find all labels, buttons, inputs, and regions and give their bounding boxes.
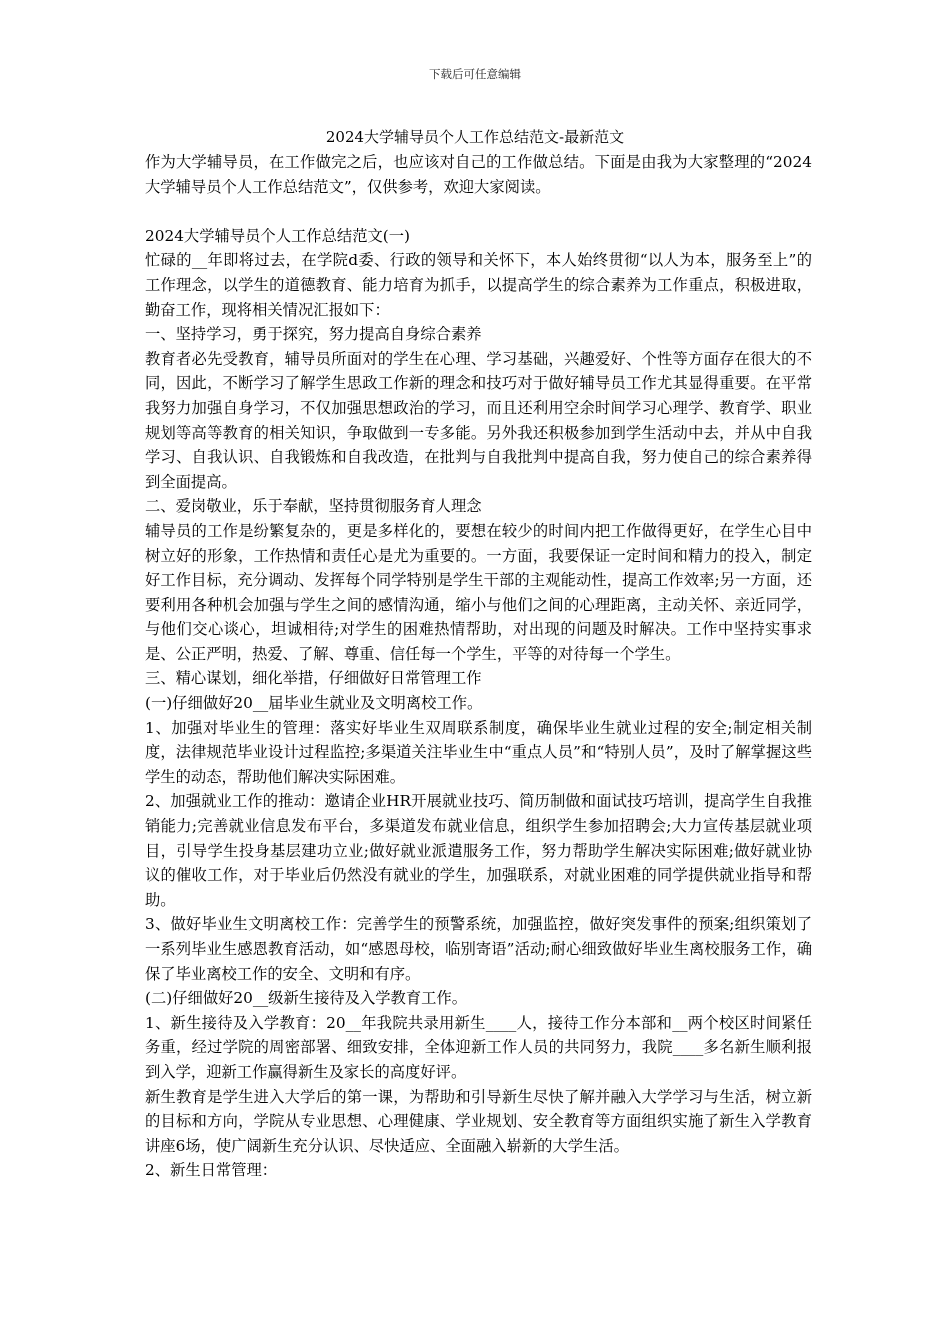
body-paragraph: 1、加强对毕业生的管理：落实好毕业生双周联系制度，确保毕业生就业过程的安全;制定相关制度，法律规范毕业设计过程监控;多渠道关注毕业生中“重点人员”和“特别人员”，及时了解掌握这些学生的动态，帮助他们解决实际困难。 (145, 718, 812, 786)
section-heading: 2024大学辅导员个人工作总结范文(一) (145, 226, 411, 245)
blank-line (145, 199, 812, 224)
subsection-heading: 一、坚持学习，勇于探究，努力提高自身综合素养 (145, 325, 482, 344)
document-body (145, 150, 812, 1183)
sub-item-heading: (一)仔细做好20__届毕业生就业及文明离校工作。 (145, 694, 483, 713)
body-paragraph: 教育者必先受教育，辅导员所面对的学生在心理、学习基础，兴趣爱好、个性等方面存在很大的不同，因此，不断学习了解学生思政工作新的理念和技巧对于做好辅导员工作尤其显得重要。在平常我努力加强自身学习，不仅加强思想政治的学习，而且还利用空余时间学习心理学、教育学、职业规划等高等教育的相关知识，争取做到一专多能。另外我还积极参加到学生活动中去，并从中自我学习、自我认识、自我锻炼和自我改造，在批判与自我批判中提高自我，努力使自己的综合素养得到全面提高。 (145, 349, 812, 491)
body-paragraph: 1、新生接待及入学教育：20__年我院共录用新生____人，接待工作分本部和__两个校区时间紧任务重，经过学院的周密部署、细致安排，全体迎新工作人员的共同努力，我院____多名新生顺利报到入学，迎新工作赢得新生及家长的高度好评。 (145, 1013, 812, 1081)
body-paragraph: 忙碌的__年即将过去，在学院d委、行政的领导和关怀下，本人始终贯彻“以人为本，服务至上”的工作理念，以学生的道德教育、能力培育为抓手，以提高学生的综合素养为工作重点，积极进取，勤奋工作，现将相关情况汇报如下： (145, 251, 812, 319)
header-note: 下载后可任意编辑 (429, 67, 521, 81)
subsection-heading: 三、精心谋划，细化举措，仔细做好日常管理工作 (145, 669, 482, 688)
body-paragraph: 2、新生日常管理： (145, 1161, 278, 1180)
body-paragraph: 2、加强就业工作的推动：邀请企业HR开展就业技巧、简历制做和面试技巧培训，提高学生自我推销能力;完善就业信息发布平台，多渠道发布就业信息，组织学生参加招聘会;大力宣传基层就业项目，引导学生投身基层建功立业;做好就业派遣服务工作，努力帮助学生解决实际困难;做好就业协议的催收工作，对于毕业后仍然没有就业的学生，加强联系，对就业困难的同学提供就业指导和帮助。 (145, 792, 812, 909)
subsection-heading: 二、爱岗敬业，乐于奉献，坚持贯彻服务育人理念 (145, 497, 482, 516)
body-paragraph: 3、做好毕业生文明离校工作：完善学生的预警系统，加强监控，做好突发事件的预案;组织策划了一系列毕业生感恩教育活动，如“感恩母校，临别寄语”活动;耐心细致做好毕业生离校服务工作，确保了毕业离校工作的安全、文明和有序。 (145, 915, 812, 983)
body-paragraph: 新生教育是学生进入大学后的第一课，为帮助和引导新生尽快了解并融入大学学习与生活，树立新的目标和方向，学院从专业思想、心理健康、学业规划、安全教育等方面组织实施了新生入学教育讲座6场，使广阔新生充分认识、尽快适应、全面融入崭新的大学生活。 (145, 1087, 812, 1155)
sub-item-heading: (二)仔细做好20__级新生接待及入学教育工作。 (145, 989, 468, 1008)
body-paragraph: 辅导员的工作是纷繁复杂的，更是多样化的，要想在较少的时间内把工作做得更好，在学生心目中树立好的形象，工作热情和责任心是尤为重要的。一方面，我要保证一定时间和精力的投入，制定好工作目标，充分调动、发挥每个同学特别是学生干部的主观能动性，提高工作效率;另一方面，还要利用各种机会加强与学生之间的感情沟通，缩小与他们之间的心理距离，主动关怀、亲近同学，与他们交心谈心，坦诚相待;对学生的困难热情帮助，对出现的问题及时解决。工作中坚持实事求是、公正严明，热爱、了解、尊重、信任每一个学生，平等的对待每一个学生。 (145, 521, 812, 663)
intro-paragraph: 作为大学辅导员，在工作做完之后，也应该对自己的工作做总结。下面是由我为大家整理的“2024大学辅导员个人工作总结范文”，仅供参考，欢迎大家阅读。 (145, 153, 812, 196)
document-title: 2024大学辅导员个人工作总结范文-最新范文 (325, 128, 625, 146)
